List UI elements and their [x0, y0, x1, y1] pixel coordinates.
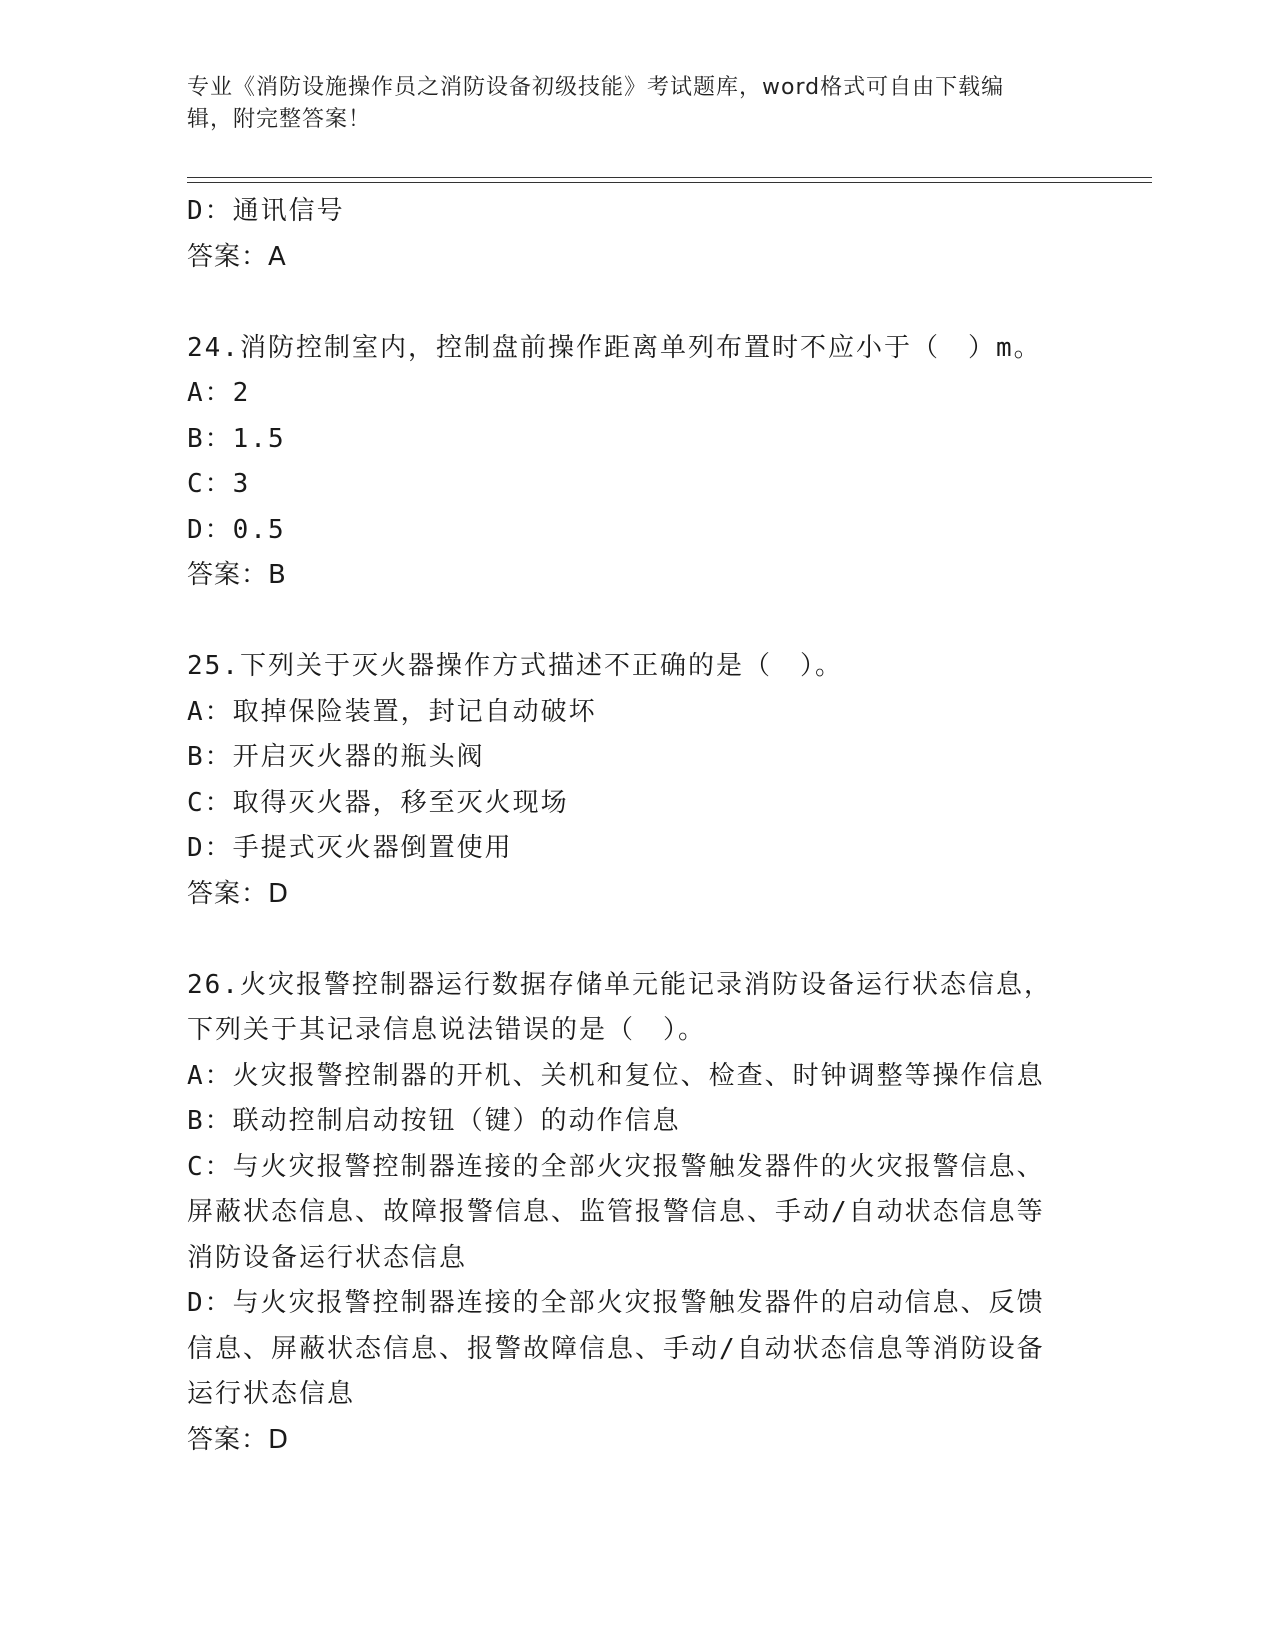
option-a: A：2 — [187, 378, 251, 408]
header-line-2: 辑，附完整答案！ — [187, 107, 372, 132]
option-c-line-2: 屏蔽状态信息、故障报警信息、监管报警信息、手动/自动状态信息等 — [187, 1197, 1045, 1227]
previous-question-tail — [187, 189, 1087, 280]
answer-line: 答案：D — [187, 1424, 290, 1455]
spacer — [187, 599, 1087, 645]
option-c: C：取得灭火器，移至灭火现场 — [187, 787, 569, 818]
option-a: A：火灾报警控制器的开机、关机和复位、检查、时钟调整等操作信息 — [187, 1060, 1045, 1091]
spacer — [187, 280, 1087, 326]
option-d: D：手提式灭火器倒置使用 — [187, 833, 513, 863]
question-stem: 24.消防控制室内，控制盘前操作距离单列布置时不应小于（ ）m。 — [187, 332, 1042, 363]
question-stem-line-2: 下列关于其记录信息说法错误的是（ ）。 — [187, 1015, 707, 1045]
option-c-line-1: C：与火灾报警控制器连接的全部火灾报警触发器件的火灾报警信息、 — [187, 1151, 1045, 1182]
option-c: C：3 — [187, 469, 251, 499]
option-c-line-3: 消防设备运行状态信息 — [187, 1242, 468, 1273]
option-a: A：取掉保险装置，封记自动破坏 — [187, 696, 597, 727]
question-stem-line-1: 26.火灾报警控制器运行数据存储单元能记录消防设备运行状态信息， — [187, 969, 1052, 1000]
spacer — [187, 917, 1087, 963]
option-d: D：0.5 — [187, 514, 286, 545]
header-line-1: 专业《消防设施操作员之消防设备初级技能》考试题库，word格式可自由下载编 — [187, 75, 1005, 100]
answer-line: 答案：A — [187, 241, 287, 272]
option-b: B：开启灭火器的瓶头阀 — [187, 742, 485, 772]
option-d: D：通讯信号 — [187, 196, 345, 226]
option-d-line-2: 信息、屏蔽状态信息、报警故障信息、手动/自动状态信息等消防设备 — [187, 1333, 1045, 1364]
answer-line: 答案：D — [187, 878, 290, 909]
option-b: B：联动控制启动按钮（键）的动作信息 — [187, 1106, 681, 1136]
answer-line: 答案：B — [187, 560, 287, 590]
header-divider-top — [187, 177, 1152, 178]
document-body — [187, 189, 1087, 1463]
option-b: B：1.5 — [187, 423, 286, 454]
option-d-line-3: 运行状态信息 — [187, 1379, 356, 1409]
option-d-line-1: D：与火灾报警控制器连接的全部火灾报警触发器件的启动信息、反馈 — [187, 1288, 1045, 1318]
question-26 — [187, 963, 1087, 1464]
question-25 — [187, 644, 1087, 917]
header-divider-bottom — [187, 182, 1152, 183]
question-24 — [187, 326, 1087, 599]
document-header — [187, 72, 1067, 136]
question-stem: 25.下列关于灭火器操作方式描述不正确的是（ ）。 — [187, 651, 843, 681]
